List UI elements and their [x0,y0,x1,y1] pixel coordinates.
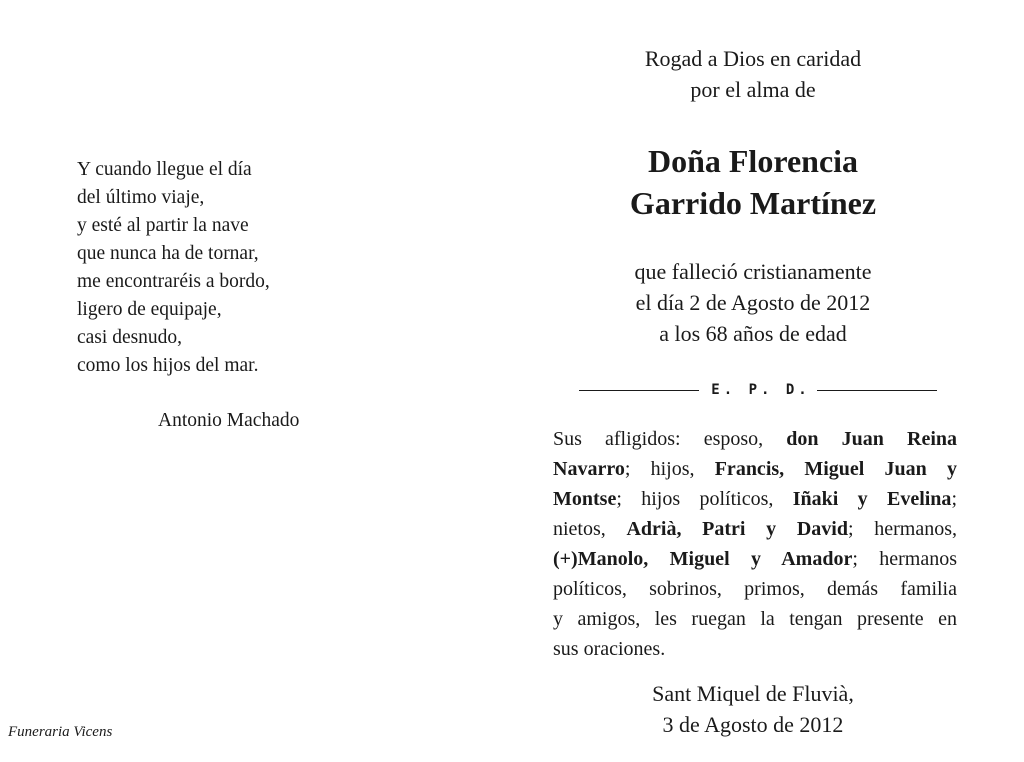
poem-line: Y cuando llegue el día [77,159,252,180]
family-line [553,454,957,484]
family-line [553,544,957,574]
family-line [553,484,957,514]
deceased-name [548,140,958,224]
deceased-name-line: Garrido Martínez [629,185,877,221]
family-line: políticos, sobrinos, primos, demás familia [553,578,957,600]
intro-line: por el alma de [690,77,816,102]
divider-rule [817,390,937,391]
place-date [548,678,958,740]
place-line: Sant Miquel de Fluvià, [652,681,854,706]
family-name-bold: Adrià, Patri y David [626,518,848,540]
poem-line: como los hijos del mar. [77,355,259,376]
family-line [553,424,957,454]
death-info [548,256,958,349]
family-text: Sus afligidos: esposo, [553,428,787,450]
family-text: ; [951,488,957,510]
death-info-line: que falleció cristianamente [634,259,872,284]
poem-line: que nunca ha de tornar, [77,243,259,264]
date-line: 3 de Agosto de 2012 [662,712,844,737]
family-line: y amigos, les ruegan la tengan presente en [553,608,957,630]
family-line [553,514,957,544]
family-message [553,424,957,664]
funeral-home-name: Funeraria Vicens [8,724,113,740]
epd-divider [579,380,937,400]
poem-author: Antonio Machado [158,410,300,431]
poem-line: y esté al partir la nave [77,215,249,236]
family-name-bold: Montse [553,488,617,510]
family-text: nietos, [553,518,627,540]
intro-line: Rogad a Dios en caridad [644,46,862,71]
family-name-bold: Navarro [553,458,625,480]
family-text: ; hijos, [624,458,715,480]
divider-rule [579,390,699,391]
family-text: ; hermanos, [847,518,957,540]
family-text: ; hijos políticos, [616,488,793,510]
death-info-line: a los 68 años de edad [659,321,847,346]
deceased-name-line: Doña Florencia [647,143,859,179]
family-text: ; hermanos [852,548,958,570]
poem-line: casi desnudo, [77,327,183,348]
epd-label: E. P. D. [711,382,811,398]
family-name-bold: Francis, Miguel Juan y [714,458,958,480]
family-name-bold: don Juan Reina [786,428,957,450]
family-line: sus oraciones. [553,638,666,660]
poem-line: ligero de equipaje, [77,299,222,320]
poem-line: me encontraréis a bordo, [77,271,270,292]
family-name-bold: Iñaki y Evelina [792,488,952,510]
death-info-line: el día 2 de Agosto de 2012 [635,290,871,315]
intro-text [548,43,958,105]
poem [77,156,397,380]
poem-line: del último viaje, [77,187,205,208]
family-name-bold: (+)Manolo, Miguel y Amador [553,548,853,570]
